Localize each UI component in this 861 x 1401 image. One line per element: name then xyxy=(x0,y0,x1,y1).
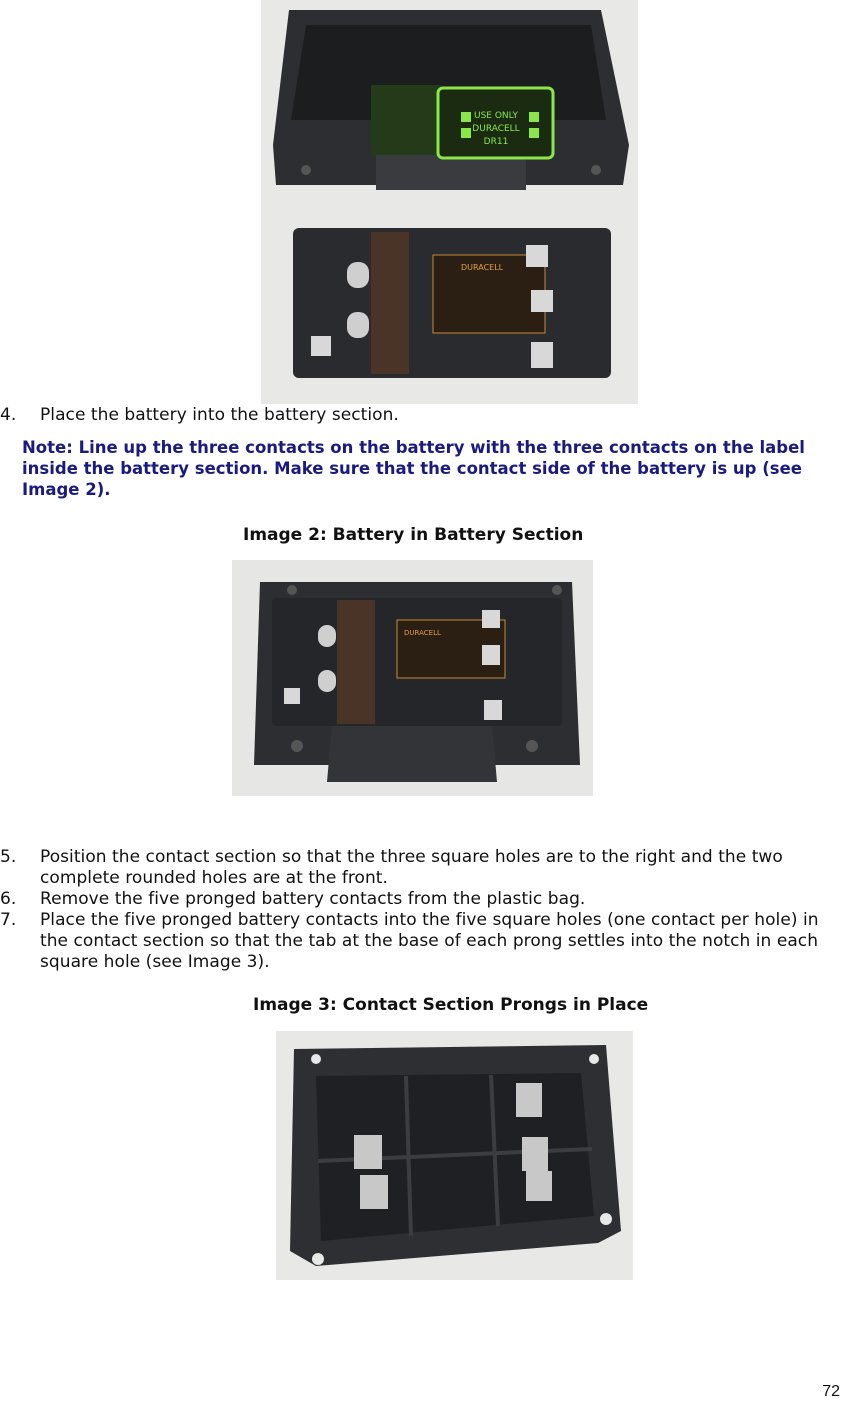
step-number: 7. xyxy=(0,910,17,930)
battery-section-photo xyxy=(261,0,638,404)
label-use-only: USE ONLY xyxy=(474,111,518,121)
page-number: 72 xyxy=(822,1383,840,1400)
step-number: 6. xyxy=(0,889,17,909)
image2-caption: Image 2: Battery in Battery Section xyxy=(243,525,584,545)
battery-brand-label-2: DURACELL xyxy=(404,629,441,637)
step-text: Place the battery into the battery section. xyxy=(40,405,399,425)
battery-brand-label: DURACELL xyxy=(461,263,504,272)
step-number: 4. xyxy=(0,405,17,425)
step-number: 5. xyxy=(0,847,17,867)
battery-in-section-photo xyxy=(232,560,593,796)
note-text: Note: Line up the three contacts on the battery with the three contacts on the label inside the battery section. Make sure that the contact side of the battery is up (see Image 2). xyxy=(22,438,805,499)
label-brand: DURACELL xyxy=(472,124,520,134)
contact-section-photo xyxy=(276,1031,633,1280)
label-model: DR11 xyxy=(483,137,509,147)
image3-caption: Image 3: Contact Section Prongs in Place xyxy=(253,995,649,1015)
step-text: Place the five pronged battery contacts into the five square holes (one contact per hole) in the contact section so that the tab at the base of each prong settles into the notch in each square hole (see Image 3). xyxy=(40,910,819,972)
step-text: Position the contact section so that the three square holes are to the right and the two complete rounded holes are at the front. xyxy=(40,847,783,888)
step-text: Remove the five pronged battery contacts from the plastic bag. xyxy=(40,889,586,909)
